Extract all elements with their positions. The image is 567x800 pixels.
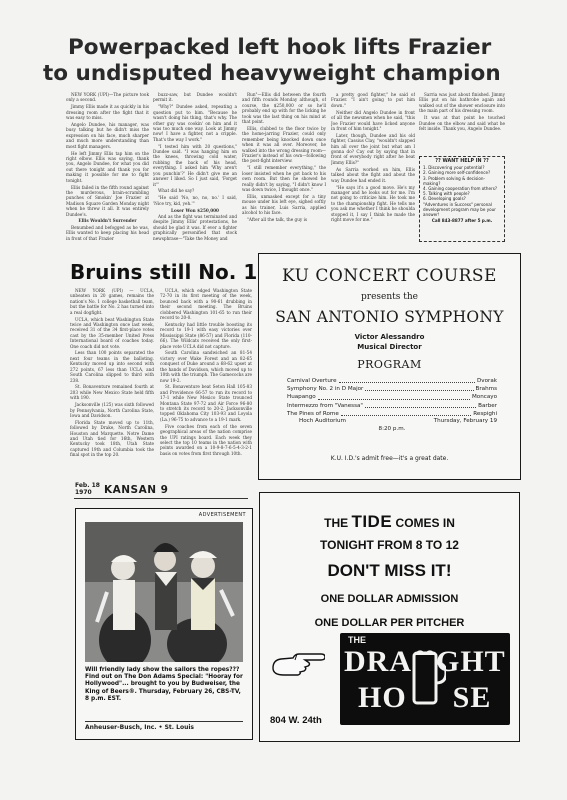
- frazier-column-1: [66, 92, 149, 270]
- tide-the: THE: [324, 516, 349, 530]
- bruins-c1-p3: Less than 100 points separated the next four teams in the balloting. Kentucky moved up into second with 272 points, 67 less than UCLA, and South Carolina slipped to third with 238.: [70, 350, 154, 383]
- frazier-c3-p1: Run"—Ellis did between the fourth and fifth rounds Monday although, of course, the $250,000 or so he'll probably end up with for the licking he took was the last thing on his mind at that point.: [242, 92, 326, 125]
- frazier-headline-line1: Powerpacked left hook lifts Frazier: [68, 35, 492, 60]
- bruins-headline: Bruins still No. 1: [70, 260, 258, 284]
- tide-line1: [260, 512, 519, 532]
- leader-dots: [365, 385, 473, 391]
- help-ad-item: 2. Gaining more self-confidence?: [423, 170, 491, 176]
- dateline-date-line2: 1970: [75, 489, 92, 496]
- logo-dra: DRA: [344, 645, 412, 678]
- frazier-c2-subhead: Loser Won $250,000: [171, 207, 219, 213]
- tide-address: 804 W. 24th: [270, 715, 322, 726]
- tide-ad: [259, 492, 520, 742]
- frazier-c1-p2: Jimmy Ellis made it as quickly in his dressing room after the fight that it was easy to miss.: [66, 104, 149, 121]
- dateline-date-line1: Feb. 18: [75, 482, 100, 489]
- tide-line3: DON'T MISS IT!: [327, 561, 452, 580]
- frazier-c3-p4: Ellis, unmasked except for a tiny mouse under his left eye, sighed softly as his trainer, Luis Sarria, applied alcohol to his face.: [242, 193, 326, 216]
- anheuser-ad: [75, 508, 253, 740]
- program-title: The Pines of Rome: [287, 410, 339, 417]
- frazier-c5-p1: Sarria was just about finished. Jimmy Ellis put on his bathrobe again and walked out of the shower enclosure into the main part of his dressing room.: [419, 92, 505, 114]
- bruins-c2-p2: Kentucky had little trouble boosting its record to 19-1 with easy victories over Mississippi State (86-57) and Florida (110-66). The Wildcats received the only first-place vote UCLA did not capture.: [160, 321, 252, 349]
- frazier-c4-p2: Neither did Angelo Dundee in front of all the newsmen when he said, "this Joe Frazier would have licked anyone in front of him tonight.": [331, 109, 415, 131]
- frazier-c4-p5: "He says it's a good move. He's my manager and he looks out for me. I'm not going to criticize him. He took me to the championship fight. He tells me you ask me whether I think he shoulda stopped it, I say I think he made the right move for me.": [331, 184, 415, 222]
- dateline-date: [75, 482, 100, 496]
- help-ad-box: [419, 156, 505, 242]
- frazier-c1-p3: Angelo Dundee, his manager, was busy talking but he didn't miss the expression on his face, much sharper and much more understanding than most fight managers.: [66, 122, 149, 149]
- frazier-c4-p4: As Sarria worked on him, Ellis talked about the fight and about the way Dundee had ended it.: [331, 166, 415, 183]
- dateline-rule: [74, 498, 248, 499]
- dateline-paper: KANSAN 9: [104, 484, 169, 496]
- frazier-c1-subhead: Ellis Wouldn't Surrender: [78, 218, 137, 224]
- frazier-column-3: [242, 92, 326, 270]
- tide-comes: COMES IN: [395, 516, 455, 530]
- frazier-headline-line2: to undisputed heavyweight champion: [43, 61, 501, 86]
- pointing-hand-icon: [271, 648, 325, 678]
- program-composer: Moncayo: [471, 394, 497, 401]
- frazier-c2-p2: "Why?" Dundee asked, repeating a question put to him. "Because he wasn't doing his thing, that's why. The other guy was cookin' on him and it was too much one way. Look at Jimmy now! I have a fighter, not a cripple. That's the way I work.": [153, 104, 237, 142]
- tide-tide: TIDE: [351, 512, 393, 531]
- bruins-c1-p5: Jacksonville (125) was sixth followed by Pennsylvania, North Carolina State, Iowa and Davidson.: [70, 402, 154, 418]
- ad-label: ADVERTISEMENT: [198, 512, 246, 518]
- frazier-c5-p2: It was at that point he touched Dundee on the elbow and said what he felt inside. Thank you, Angelo Dundee.: [419, 115, 505, 131]
- program-composer: Respighi: [473, 410, 497, 417]
- program-title: Carnival Overture: [287, 378, 337, 384]
- program-row: [287, 377, 497, 385]
- leader-dots: [365, 402, 476, 408]
- draught-house-logo: [340, 633, 510, 725]
- concert-conductor-role: Musical Director: [357, 343, 422, 351]
- sailors-illustration: [85, 522, 243, 662]
- leader-dots: [341, 410, 471, 416]
- leader-dots: [339, 377, 475, 383]
- help-ad-item: 3. Problem solving & decision-making?: [423, 175, 485, 186]
- frazier-c1-p5: Ellis failed in the fifth round against the murderous, brain-scrambling punches of Smokin' Joe Frazier at Madison Square Garden Monday night when he threw it all. It was entirely Dundee's.: [66, 184, 149, 217]
- program-title: Intermezzo from "Vanessa": [287, 402, 363, 409]
- frazier-column-2: [153, 92, 237, 270]
- bruins-column-1: [70, 288, 154, 496]
- ad-rule: [85, 721, 243, 722]
- ad-sponsor: Anheuser-Busch, Inc. • St. Louis: [85, 724, 194, 731]
- frazier-c2-p6: And as the fight was terminated and despite Jimmy Ellis' protestations, he should be glad it was. If ever a fighter graphically personified that stock newsphrase—"Take the Money and: [153, 214, 237, 241]
- tide-line5: ONE DOLLAR PER PITCHER: [314, 617, 465, 629]
- concert-date: Thursday, February 19: [433, 418, 497, 425]
- logo-line2: [358, 681, 491, 715]
- frazier-c2-p5: "He said 'No, no, no, no.' I said, 'Nice try, kid, yeh.'": [153, 195, 237, 206]
- frazier-c2-p4: What did he say?: [158, 188, 195, 194]
- bruins-c2-p4: St. Bonaventure beat Seton Hall 105-83 and Providence 66-57 to run its record to 17-1 while New Mexico State trounced Montana State 97-72 and Air Force 96-80 to stretch its record to 20-2. Jacksonville topped Oklahoma City 103-93 and Loyola (La.) 96-75 to advance to a 19-1 mark.: [160, 384, 252, 422]
- help-ad-item: "Adventures in Success" personal development program may be your answer!: [423, 201, 496, 218]
- help-ad-footer: Call 843-8877 after 5 p.m.: [431, 218, 493, 224]
- help-ad-item: 5. Talking with people?: [423, 191, 470, 197]
- bruins-c1-p1: NEW YORK (UPI) — UCLA, unbeaten in 20 games, remains the nation's No. 1 college basketball team, but the battle for No. 2 has turned into a real dogfight.: [70, 288, 154, 315]
- program-venue-row: [287, 418, 497, 425]
- concert-time: 8:20 p.m.: [378, 425, 406, 432]
- tide-line2: TONIGHT FROM 8 TO 12: [320, 538, 459, 552]
- bruins-c2-p3: South Carolina sandwiched an 81-54 victory over Wake Forest and an 82-65 conquest of Duke around a 68-62 upset at the hands of Davidson, which moved up to 10th with the triumph. The Gamecocks are now 19-2.: [160, 350, 252, 383]
- program-composer: Dvorak: [476, 378, 497, 384]
- concert-title: KU CONCERT COURSE: [282, 266, 497, 286]
- logo-se: SE: [452, 681, 492, 714]
- concert-admit: K.U. I.D.'s admit free—it's a great date.: [330, 455, 449, 462]
- tide-line4: ONE DOLLAR ADMISSION: [320, 593, 459, 605]
- frazier-column-4: [331, 92, 415, 270]
- frazier-c2-p3: "I tested him with 20 questions," Dundee said. "I was hanging him on the knees, throwing cold water, rubbing the back of his head, everything. I asked him 'Why aren't you punchin'?' He didn't give me an answer I liked. So I just said, 'Forget it'": [153, 143, 237, 187]
- frazier-c3-p2: Ellis, clubbed to the floor twice by the home-jarring Frazier, could only remember being knocked down once when it was all over. Moreover, he walked into the wrong dressing room—Frazier's instead of his own—following the post-fight interview.: [242, 125, 326, 164]
- bruins-c1-p2: UCLA, which beat Washington State twice and Washington once last week, received 31 of the 34 first-place votes cast by the 35-member United Press International board of coaches today. One coach did not vote.: [70, 316, 154, 349]
- frazier-c1-p1: NEW YORK (UPI)—The picture took only a second.: [66, 92, 149, 103]
- concert-orchestra: SAN ANTONIO SYMPHONY: [275, 308, 504, 326]
- help-ad-item: 6. Developing goals?: [423, 196, 466, 202]
- frazier-c1-p6: Benumbed and befogged as he was, Ellis wanted to keep placing his head in front of that Frazier: [66, 224, 149, 241]
- frazier-c4-p1: a pretty good fighter," he said of Frazier. "I ain't going to put him down.": [331, 92, 415, 108]
- concert-program-list: [287, 377, 497, 433]
- concert-venue: Hoch Auditorium: [299, 418, 346, 425]
- help-ad-title: ?? WANT HELP IN ??: [435, 159, 489, 164]
- program-row: [287, 393, 497, 401]
- program-row: [287, 402, 497, 410]
- bruins-c2-p5: Five coaches from each of the seven geographical areas of the nation comprise the UPI ratings board. Each week they select the top 10 teams in the nation with points awarded on a 10-9-8-7-6-5-4-3-2-1 basis on votes from first through 10th.: [160, 423, 252, 456]
- program-title: Symphony No. 2 in D Major: [287, 386, 364, 393]
- program-row: [287, 410, 497, 418]
- ad-caption: Will friendly lady show the sailors the ropes??? Find out on The Don Adams Special: "Hooray for Hollywood"... brought to you by Budweiser, the King of Beers®. Thursday, February 26, CBS-TV, 8 p.m. EST.: [85, 667, 243, 702]
- concert-presents: presents the: [361, 292, 418, 302]
- frazier-c2-p1: buzz-saw, but Dundee wouldn't permit it.: [153, 92, 237, 103]
- bruins-c2-p1: UCLA, which edged Washington State 72-70 in its first meeting of the week, bounced back with a 90-61 drubbing in their second meeting. The Bruins clobbered Washington 101-65 to run their record to 20-0.: [160, 288, 252, 321]
- bruins-c1-p4: St. Bonaventure remained fourth at 203 while New Mexico State held fifth with 190.: [70, 384, 154, 401]
- concert-ad: [258, 253, 521, 480]
- logo-ho: HO: [358, 681, 407, 714]
- program-title: Huapango: [287, 394, 316, 401]
- frazier-c3-p3: "I still remember everything," the loser insisted when he got back to his own room. But then he showed he really didn't by saying, "I didn't know I was down twice, I thought once.": [242, 165, 326, 192]
- program-composer: Barber: [478, 402, 497, 409]
- program-composer: Brahms: [475, 386, 497, 393]
- bruins-c1-p6: Florida State moved up to 11th, followed by Drake, North Carolina, Houston and Marquette. Notre Dame and Utah tied for 16th, Western Kentucky took 18th, Utah State captured 19th and Columbia took the final spot in the top 20.: [70, 419, 154, 458]
- frazier-c3-p5: "After all the talk, the guy is: [247, 216, 308, 222]
- help-ad-item: 1. Discovering your potential?: [423, 165, 485, 171]
- concert-conductor: Victor Alessandro: [354, 333, 425, 341]
- help-ad-item: 4. Gaining cooperation from others?: [423, 186, 498, 192]
- leader-dots: [318, 393, 470, 399]
- concert-program-heading: PROGRAM: [357, 358, 422, 371]
- frazier-c4-p3: Later, though, Dundee and his old fighter, Cassius Clay, "wouldn't slapped him all over the joint but what am I gonna do? Cay out by saying that in front of everybody right after he beat Jimmy Ellis?": [331, 132, 415, 165]
- logo-the: THE: [348, 635, 366, 645]
- frazier-column-5: [419, 92, 505, 152]
- bruins-column-2: [160, 288, 252, 496]
- frazier-c1-p4: He left Jimmy Ellis tap him on the right elbow. Ellis was saying, thank you, Angelo Dundee, for what you did out there tonight and thank you for making it possible for me to fight tonight.: [66, 150, 149, 183]
- program-row: [287, 385, 497, 393]
- logo-ght: GHT: [436, 645, 506, 678]
